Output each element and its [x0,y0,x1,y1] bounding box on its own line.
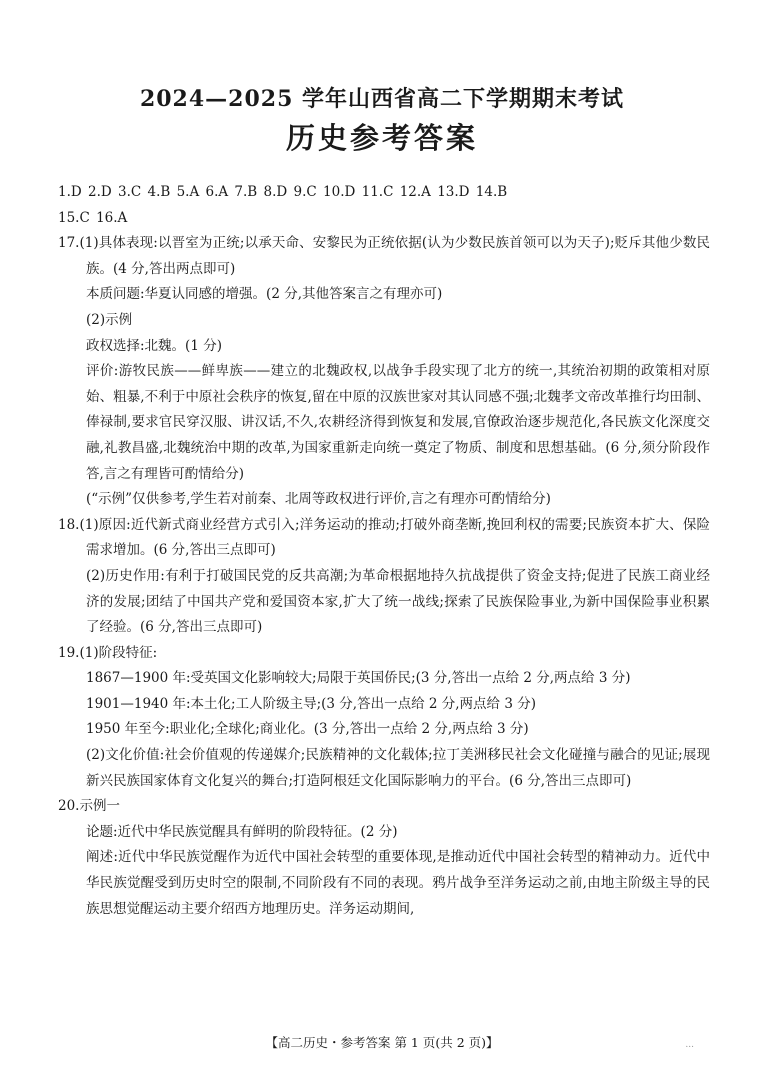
page-footer: 【高二历史・参考答案 第 1 页(共 2 页)】 [265,1035,499,1050]
q19-part1-label: 19.(1)阶段特征: [58,644,158,661]
answer-body [58,180,710,922]
q19-stage-1: 1867—1900 年:受英国文化影响较大;局限于英国侨民;(3 分,答出一点给 2 分,两点给 3 分) [86,670,631,687]
q20-thesis: 论题:近代中华民族觉醒具有鲜明的阶段特征。(2 分) [86,823,398,840]
mc-answers-line-1: 1.D 2.D 3.C 4.B 5.A 6.A 7.B 8.D 9.C 10.D 11.C 12.A 13.D 14.B [58,184,508,200]
q19-stage-3: 1950 年至今:职业化;全球化;商业化。(3 分,答出一点给 2 分,两点给 3 分) [86,721,529,738]
q20-elaboration: 阐述:近代中华民族觉醒作为近代中国社会转型的重要体现,是推动近代中国社会转型的精神动力。近代中华民族觉醒受到历史时空的限制,不同阶段有不同的表现。鸦片战争至洋务运动之前,由地主阶级主导的民族思想觉醒运动主要介绍西方地理历史。洋务运动期间, [86,849,710,917]
q19-stage-2: 1901—1940 年:本土化;工人阶级主导;(3 分,答出一点给 2 分,两点给 3 分) [86,695,536,712]
q17-note: (“示例”仅供参考,学生若对前秦、北周等政权进行评价,言之有理亦可酌情给分) [86,491,551,508]
q17-part2-label: (2)示例 [86,311,133,328]
q19-part2: (2)文化价值:社会价值观的传递媒介;民族精神的文化载体;拉丁美洲移民社会文化碰撞与融合的见证;展现新兴民族国家体育文化复兴的舞台;打造阿根廷文化国际影响力的平台。(6 分,答出三点即可) [86,747,710,789]
q20-example-label: 20.示例一 [58,798,120,815]
q18-part2: (2)历史作用:有利于打破国民党的反共高潮;为革命根据地持久抗战提供了资金支持;促进了民族工商业经济的发展;团结了中国共产党和爱国资本家,扩大了统一战线;探索了民族保险事业,为新中国保险事业积累了经验。(6 分,答出三点即可) [86,567,710,636]
q17-evaluation: 评价:游牧民族——鲜卑族——建立的北魏政权,以战争手段实现了北方的统一,其统治初期的政策相对原始、粗暴,不利于中原社会秩序的恢复,留在中原的汉族世家对其认同感不强;北魏孝文帝改革推行均田制、俸禄制,要求官民穿汉服、讲汉话,不久,农耕经济得到恢复和发展,官僚政治逐步规范化,各民族文化深度交融,礼教昌盛,北魏统治中期的改革,为国家重新走向统一奠定了物质、制度和思想基础。(6 分,须分阶段作答,言之有理皆可酌情给分) [86,363,710,482]
q17-essence: 本质问题:华夏认同感的增强。(2 分,其他答案言之有理亦可) [86,286,443,303]
mc-answers-line-2: 15.C 16.A [58,209,128,226]
exam-title: 2024—2025 学年山西省高二下学期期末考试 [139,86,625,112]
answer-key-heading: 历史参考答案 [285,121,478,155]
page-corner-mark: ... [685,1040,694,1050]
q18-part1: 18.(1)原因:近代新式商业经营方式引入;洋务运动的推动;打破外商垄断,挽回利权的需要;民族资本扩大、保险需求增加。(6 分,答出三点即可) [58,516,710,559]
q17-part1: 17.(1)具体表现:以晋室为正统;以承天命、安黎民为正统依据(认为少数民族首领可以为天子);贬斥其他少数民族。(4 分,答出两点即可) [58,235,710,277]
q17-regime-choice: 政权选择:北魏。(1 分) [86,337,222,354]
